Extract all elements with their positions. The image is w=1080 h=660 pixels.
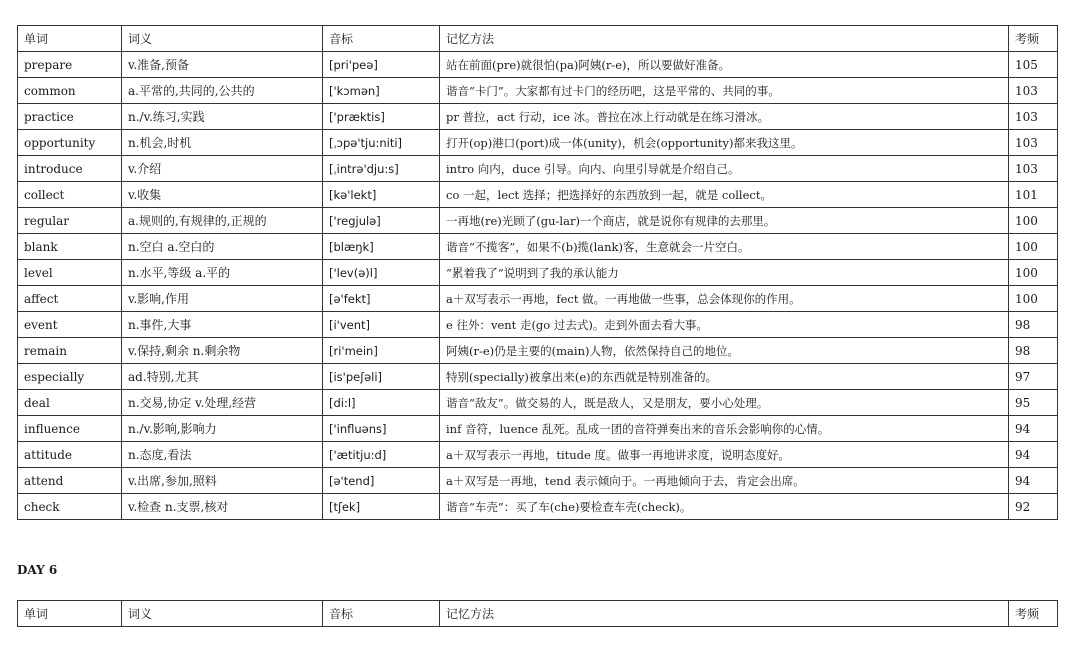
day-title: DAY 6 xyxy=(17,563,58,577)
table-row xyxy=(18,234,1058,260)
header-ipa: 音标 xyxy=(323,26,440,52)
cell-memory: a＋双写表示一再地，titude 度。做事一再地讲求度，说明态度好。 xyxy=(440,442,1009,468)
table-row xyxy=(18,364,1058,390)
cell-frequency: 100 xyxy=(1009,286,1058,312)
cell-memory: pr 普拉，act 行动，ice 冰。普拉在冰上行动就是在练习滑冰。 xyxy=(440,104,1009,130)
header-memory: 记忆方法 xyxy=(440,26,1009,52)
cell-ipa: [kə'lekt] xyxy=(323,182,440,208)
cell-ipa: [pri'peə] xyxy=(323,52,440,78)
cell-frequency: 97 xyxy=(1009,364,1058,390)
table-row xyxy=(18,338,1058,364)
header-frequency: 考频 xyxy=(1009,601,1058,627)
cell-frequency: 94 xyxy=(1009,442,1058,468)
cell-frequency: 98 xyxy=(1009,312,1058,338)
table-row xyxy=(18,468,1058,494)
cell-ipa: ['regjulə] xyxy=(323,208,440,234)
table-row xyxy=(18,104,1058,130)
cell-memory: 谐音“卡门”。大家都有过卡门的经历吧，这是平常的、共同的事。 xyxy=(440,78,1009,104)
table-row xyxy=(18,286,1058,312)
cell-ipa: [ə'tend] xyxy=(323,468,440,494)
table-row xyxy=(18,208,1058,234)
cell-word: influence xyxy=(18,416,122,442)
cell-meaning: ad.特别,尤其 xyxy=(122,364,323,390)
cell-meaning: n.交易,协定 v.处理,经营 xyxy=(122,390,323,416)
table-row xyxy=(18,130,1058,156)
cell-frequency: 94 xyxy=(1009,416,1058,442)
cell-frequency: 100 xyxy=(1009,208,1058,234)
cell-meaning: v.收集 xyxy=(122,182,323,208)
cell-meaning: v.检查 n.支票,核对 xyxy=(122,494,323,520)
table-row xyxy=(18,390,1058,416)
header-word: 单词 xyxy=(18,26,122,52)
cell-ipa: [ˌɔpə'tju:niti] xyxy=(323,130,440,156)
table-row xyxy=(18,156,1058,182)
table-row xyxy=(18,416,1058,442)
cell-frequency: 103 xyxy=(1009,78,1058,104)
cell-meaning: n./v.练习,实践 xyxy=(122,104,323,130)
cell-memory: 特别(specially)被拿出来(e)的东西就是特别准备的。 xyxy=(440,364,1009,390)
table-row xyxy=(18,312,1058,338)
cell-memory: 谐音“不揽客”，如果不(b)揽(lank)客，生意就会一片空白。 xyxy=(440,234,1009,260)
cell-word: attend xyxy=(18,468,122,494)
cell-meaning: n.水平,等级 a.平的 xyxy=(122,260,323,286)
cell-meaning: v.介绍 xyxy=(122,156,323,182)
cell-meaning: a.平常的,共同的,公共的 xyxy=(122,78,323,104)
cell-frequency: 92 xyxy=(1009,494,1058,520)
cell-word: check xyxy=(18,494,122,520)
cell-ipa: ['lev(ə)l] xyxy=(323,260,440,286)
cell-memory: “累着我了”说明到了我的承认能力 xyxy=(440,260,1009,286)
cell-meaning: v.出席,参加,照料 xyxy=(122,468,323,494)
cell-meaning: v.影响,作用 xyxy=(122,286,323,312)
cell-word: opportunity xyxy=(18,130,122,156)
cell-word: collect xyxy=(18,182,122,208)
cell-ipa: [ri'mein] xyxy=(323,338,440,364)
cell-frequency: 105 xyxy=(1009,52,1058,78)
cell-meaning: n.机会,时机 xyxy=(122,130,323,156)
header-meaning: 词义 xyxy=(122,26,323,52)
cell-word: practice xyxy=(18,104,122,130)
cell-word: blank xyxy=(18,234,122,260)
cell-memory: 阿姨(r-e)仍是主要的(main)人物，依然保持自己的地位。 xyxy=(440,338,1009,364)
cell-ipa: ['influəns] xyxy=(323,416,440,442)
cell-ipa: [blæŋk] xyxy=(323,234,440,260)
cell-memory: 打开(op)港口(port)成一体(unity)，机会(opportunity)都来我这里。 xyxy=(440,130,1009,156)
cell-word: prepare xyxy=(18,52,122,78)
header-word: 单词 xyxy=(18,601,122,627)
cell-word: regular xyxy=(18,208,122,234)
cell-meaning: n.事件,大事 xyxy=(122,312,323,338)
cell-word: especially xyxy=(18,364,122,390)
cell-word: remain xyxy=(18,338,122,364)
cell-meaning: v.保持,剩余 n.剩余物 xyxy=(122,338,323,364)
vocab-table-day6 xyxy=(17,600,1058,627)
cell-word: affect xyxy=(18,286,122,312)
table-row xyxy=(18,182,1058,208)
cell-memory: inf 音符，luence 乱死。乱成一团的音符弹奏出来的音乐会影响你的心情。 xyxy=(440,416,1009,442)
cell-memory: 站在前面(pre)就很怕(pa)阿姨(r-e)，所以要做好准备。 xyxy=(440,52,1009,78)
cell-frequency: 100 xyxy=(1009,234,1058,260)
table-row xyxy=(18,260,1058,286)
table-header-row xyxy=(18,601,1058,627)
cell-frequency: 103 xyxy=(1009,104,1058,130)
table-row xyxy=(18,494,1058,520)
header-ipa: 音标 xyxy=(323,601,440,627)
cell-meaning: a.规则的,有规律的,正规的 xyxy=(122,208,323,234)
cell-frequency: 103 xyxy=(1009,130,1058,156)
cell-word: attitude xyxy=(18,442,122,468)
header-memory: 记忆方法 xyxy=(440,601,1009,627)
cell-frequency: 95 xyxy=(1009,390,1058,416)
cell-frequency: 98 xyxy=(1009,338,1058,364)
cell-memory: intro 向内，duce 引导。向内、向里引导就是介绍自己。 xyxy=(440,156,1009,182)
cell-frequency: 100 xyxy=(1009,260,1058,286)
cell-memory: co 一起，lect 选择；把选择好的东西放到一起，就是 collect。 xyxy=(440,182,1009,208)
cell-meaning: n./v.影响,影响力 xyxy=(122,416,323,442)
cell-memory: e 往外：vent 走(go 过去式)。走到外面去看大事。 xyxy=(440,312,1009,338)
cell-meaning: v.准备,预备 xyxy=(122,52,323,78)
table-row xyxy=(18,78,1058,104)
cell-frequency: 103 xyxy=(1009,156,1058,182)
cell-meaning: n.态度,看法 xyxy=(122,442,323,468)
cell-frequency: 94 xyxy=(1009,468,1058,494)
cell-ipa: ['kɔmən] xyxy=(323,78,440,104)
cell-word: event xyxy=(18,312,122,338)
cell-memory: 谐音“敌友”。做交易的人，既是敌人，又是朋友，要小心处理。 xyxy=(440,390,1009,416)
cell-ipa: ['præktis] xyxy=(323,104,440,130)
cell-ipa: [tʃek] xyxy=(323,494,440,520)
header-meaning: 词义 xyxy=(122,601,323,627)
cell-ipa: ['ætitju:d] xyxy=(323,442,440,468)
cell-ipa: [i'vent] xyxy=(323,312,440,338)
vocab-table-day5 xyxy=(17,25,1058,520)
cell-word: level xyxy=(18,260,122,286)
cell-word: introduce xyxy=(18,156,122,182)
cell-word: deal xyxy=(18,390,122,416)
cell-ipa: [di:l] xyxy=(323,390,440,416)
cell-memory: 谐音“车壳”：买了车(che)要检查车壳(check)。 xyxy=(440,494,1009,520)
cell-meaning: n.空白 a.空白的 xyxy=(122,234,323,260)
cell-memory: 一再地(re)光顾了(gu-lar)一个商店，就是说你有规律的去那里。 xyxy=(440,208,1009,234)
header-frequency: 考频 xyxy=(1009,26,1058,52)
cell-memory: a＋双写是一再地，tend 表示倾向于。一再地倾向于去，肯定会出席。 xyxy=(440,468,1009,494)
cell-ipa: [ˌintrə'dju:s] xyxy=(323,156,440,182)
table-header-row xyxy=(18,26,1058,52)
cell-frequency: 101 xyxy=(1009,182,1058,208)
cell-memory: a＋双写表示一再地，fect 做。一再地做一些事，总会体现你的作用。 xyxy=(440,286,1009,312)
table-row xyxy=(18,442,1058,468)
table-row xyxy=(18,52,1058,78)
cell-ipa: [ə'fekt] xyxy=(323,286,440,312)
cell-ipa: [is'peʃəli] xyxy=(323,364,440,390)
cell-word: common xyxy=(18,78,122,104)
